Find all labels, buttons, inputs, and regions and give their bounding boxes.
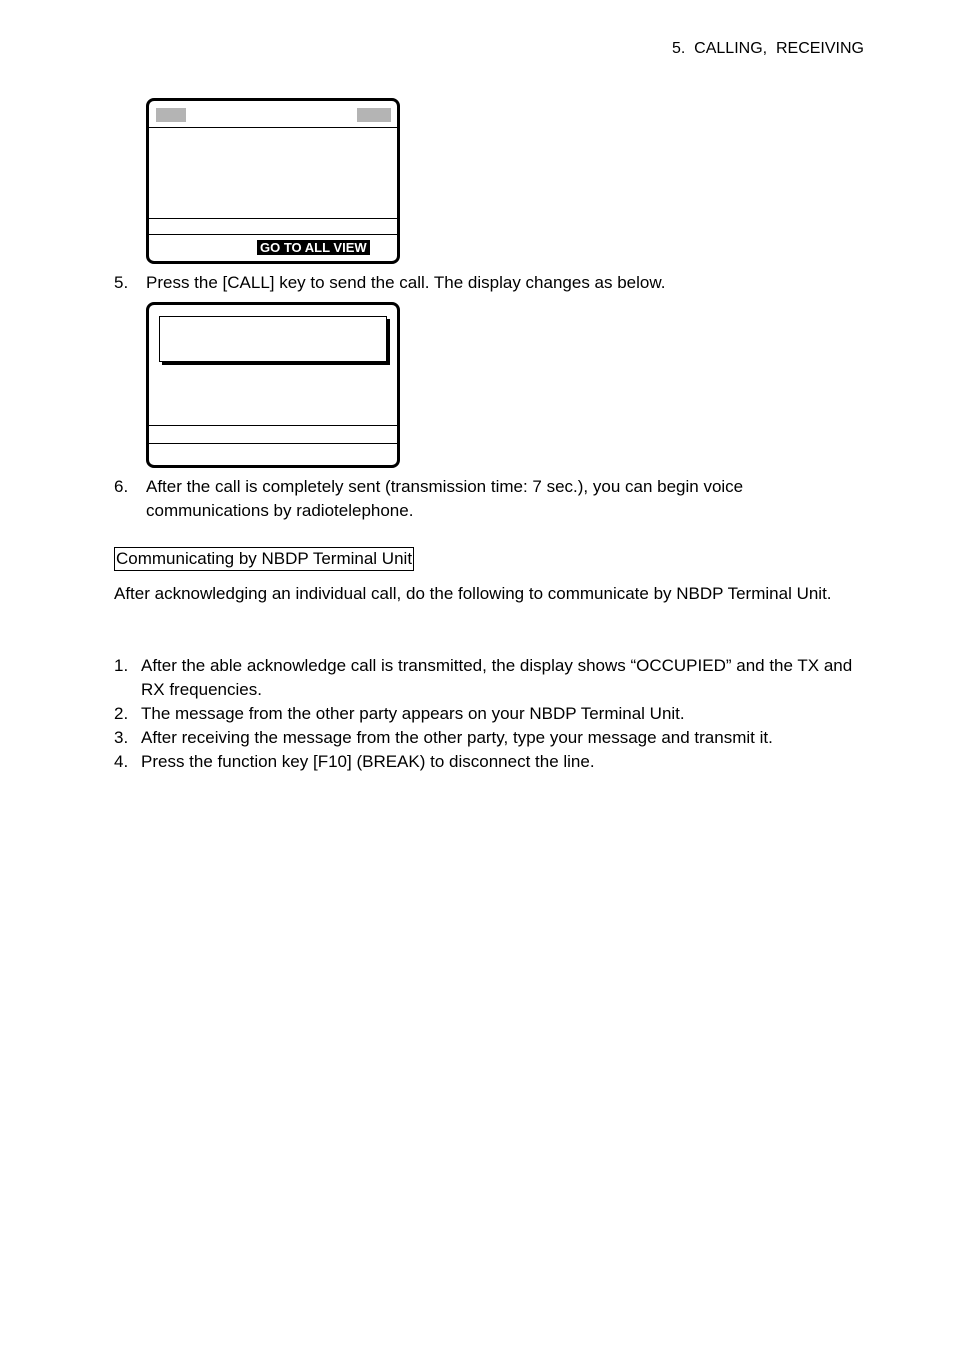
divider — [149, 218, 397, 219]
status-indicator-right — [357, 108, 391, 122]
divider — [149, 425, 397, 426]
step-text: After the call is completely sent (transmission time: 7 sec.), you can begin voice communications by radiotelephone. — [146, 477, 744, 520]
status-indicator-left — [156, 108, 186, 122]
list-item — [114, 654, 859, 702]
list-number: 1. — [114, 656, 129, 675]
list-item — [114, 750, 859, 774]
list-text: After receiving the message from the other party, type your message and transmit it. — [141, 728, 773, 747]
section-title: Communicating by NBDP Terminal Unit — [114, 547, 414, 571]
list-text: The message from the other party appears on your NBDP Terminal Unit. — [141, 704, 685, 723]
list-number: 3. — [114, 728, 129, 747]
list-item — [114, 702, 859, 726]
divider — [149, 127, 397, 128]
display-screen-2 — [146, 302, 400, 468]
step-text: Press the [CALL] key to send the call. The display changes as below. — [146, 273, 666, 292]
step-5 — [114, 271, 854, 295]
display-screen-1 — [146, 98, 400, 264]
list-text: Press the function key [F10] (BREAK) to disconnect the line. — [141, 752, 595, 771]
step-number: 5. — [114, 273, 129, 292]
divider — [149, 234, 397, 235]
procedure-list — [114, 654, 859, 774]
list-number: 2. — [114, 704, 129, 723]
list-number: 4. — [114, 752, 129, 771]
step-6 — [114, 475, 854, 523]
page-header: 5. CALLING, RECEIVING — [671, 40, 864, 57]
go-to-all-view-softkey: GO TO ALL VIEW — [257, 240, 370, 255]
popup-window — [159, 316, 387, 362]
intro-paragraph: After acknowledging an individual call, do the following to communicate by NBDP Terminal Unit. — [114, 584, 832, 603]
list-text: After the able acknowledge call is transmitted, the display shows “OCCUPIED” and the TX and RX frequencies. — [141, 656, 853, 699]
step-number: 6. — [114, 477, 129, 496]
list-item — [114, 726, 859, 750]
divider — [149, 443, 397, 444]
